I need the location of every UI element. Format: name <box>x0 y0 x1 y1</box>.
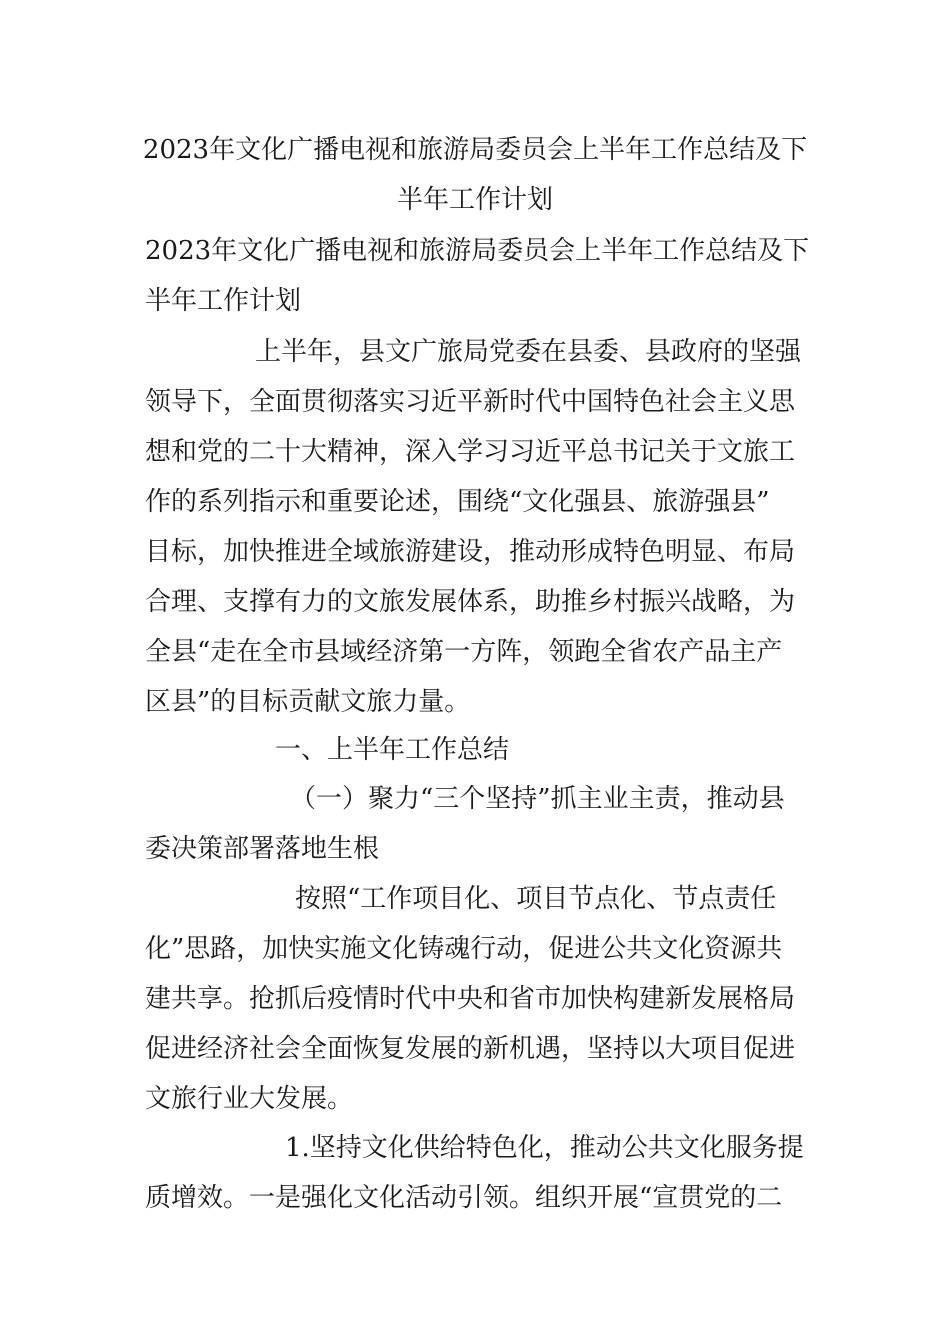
paragraph-2-line: 促进经济社会全面恢复发展的新机遇，坚持以大项目促进 <box>145 1034 796 1064</box>
paragraph-3-line: 1.坚持文化供给特色化，推动公共文化服务提 <box>285 1133 804 1163</box>
paragraph-1-line: 目标，加快推进全域旅游建设，推动形成特色明显、布局 <box>145 537 796 567</box>
document-title-line-2: 半年工作计划 <box>396 185 553 215</box>
section-heading: 一、上半年工作总结 <box>275 735 510 765</box>
paragraph-2-line: 建共享。抢抓后疫情时代中央和省市加快构建新发展格局 <box>145 984 796 1014</box>
document-title-line-1: 2023年文化广播电视和旅游局委员会上半年工作总结及下 <box>142 135 808 165</box>
paragraph-1-line: 想和党的二十大精神，深入学习习近平总书记关于文旅工 <box>145 437 796 467</box>
paragraph-1-line: 全县“走在全市县域经济第一方阵，领跑全省农产品主产 <box>145 637 783 667</box>
paragraph-2-line: 化”思路，加快实施文化铸魂行动，促进公共文化资源共 <box>145 934 783 964</box>
paragraph-2-line: 文旅行业大发展。 <box>145 1084 354 1114</box>
paragraph-1-line: 作的系列指示和重要论述，围绕“文化强县、旅游强县” <box>145 487 770 517</box>
paragraph-1-line: 上半年，县文广旅局党委在县委、县政府的坚强 <box>255 337 802 367</box>
document-subtitle-line-1: 2023年文化广播电视和旅游局委员会上半年工作总结及下 <box>145 236 810 266</box>
document-subtitle-line-2: 半年工作计划 <box>145 286 302 316</box>
paragraph-1-line: 领导下，全面贯彻落实习近平新时代中国特色社会主义思 <box>145 387 796 417</box>
paragraph-2-line: 按照“工作项目化、项目节点化、节点责任 <box>295 884 777 914</box>
paragraph-3-line: 质增效。一是强化文化活动引领。组织开展“宣贯党的二 <box>145 1183 783 1213</box>
paragraph-1-line: 区县”的目标贡献文旅力量。 <box>145 687 471 717</box>
subsection-heading-line: 委决策部署落地生根 <box>145 834 380 864</box>
subsection-heading-line: （一）聚力“三个坚持”抓主业主责，推动县 <box>290 784 785 814</box>
paragraph-1-line: 合理、支撑有力的文旅发展体系，助推乡村振兴战略，为 <box>145 587 796 617</box>
